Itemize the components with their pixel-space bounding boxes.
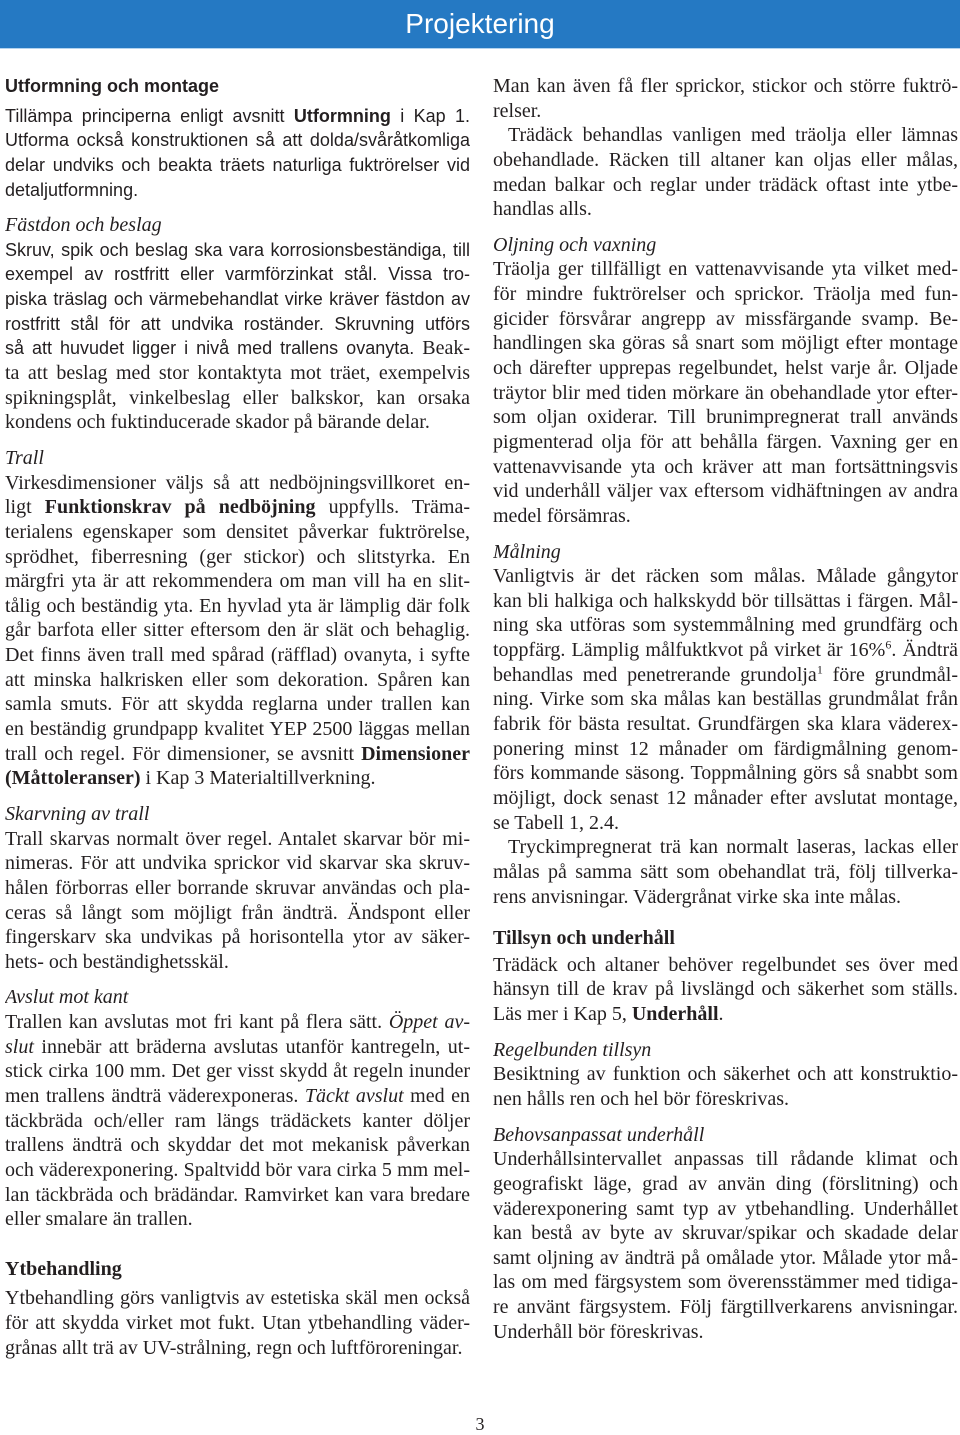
paragraph (493, 123, 958, 222)
text-span: Det finns även trall med spårad (räfflad) ovanyta, i syfte (5, 644, 470, 667)
paragraph (493, 953, 958, 1027)
paragraph (5, 238, 470, 435)
text-line (5, 520, 470, 545)
text-span: går barfota eller sitter eftersom den är slät och behaglig. (5, 619, 470, 642)
text-line (5, 1109, 470, 1134)
text-span: sprödhet, fiberresning (ger stickor) och slitstyrka. En (5, 545, 470, 568)
text-line (493, 1002, 958, 1027)
text-span: Skarvning av trall (5, 802, 150, 825)
bold-term: Funktionskrav på nedböjning (44, 496, 316, 519)
italic-term: slut (5, 1035, 34, 1058)
subheading (5, 985, 470, 1010)
italic-term: Täckt avslut (304, 1084, 404, 1107)
text-line (5, 104, 470, 129)
text-span: Träolja ger tillfälligt en vattenavvisande yta vilket med- (493, 258, 958, 281)
text-span: behandlas med penetrerande grundolja (493, 663, 817, 686)
text-span: medel försämras. (493, 504, 631, 527)
right-column (493, 74, 958, 1344)
text-span: täckbräda och/eller ram längs trädäckets kanter döljer (5, 1109, 470, 1132)
text-span: för mindre fuktrörelser och sprickor. Träolja med fun- (493, 283, 958, 306)
footnote-ref: 6 (885, 638, 892, 652)
text-span: handlas alls. (493, 198, 592, 221)
text-line (5, 471, 470, 496)
text-line (5, 1336, 470, 1361)
text-line (5, 851, 470, 876)
text-span: Fästdon och beslag (5, 214, 162, 237)
text-span: nimeras. För att undvika sprickor vid skarvar ska skruv- (5, 852, 470, 875)
text-line (493, 1172, 958, 1197)
subheading (493, 233, 958, 258)
text-line (493, 307, 958, 332)
text-line (493, 1038, 958, 1063)
text-line (5, 643, 470, 668)
text-span: Trall skarvas normalt över regel. Antalet skarvar bör mi- (5, 827, 470, 850)
text-line (5, 985, 470, 1010)
text-line (5, 742, 470, 767)
text-span: Tillsyn och underhåll (493, 927, 675, 950)
text-span: väderexponering samt typ av ytbehandling. Underhållet (493, 1197, 958, 1220)
text-line (493, 1087, 958, 1112)
text-line (493, 811, 958, 836)
left-column (5, 74, 470, 1360)
text-line (5, 618, 470, 643)
text-span: eller smalare än trallen. (5, 1208, 193, 1231)
text-line (5, 1311, 470, 1336)
text-line (493, 148, 958, 173)
text-line (493, 173, 958, 198)
text-span: så att huvudet ligger i nivå med trallens ovanyta. (5, 338, 423, 359)
text-line (493, 687, 958, 712)
text-span: se Tabell 1, 2.4. (493, 811, 619, 834)
text-span: Målning (493, 540, 561, 563)
text-span: rens anvisningar. Vädergrånat virke ska inte målas. (493, 885, 902, 908)
text-span: Underhåll bör föreskrivas. (493, 1320, 704, 1343)
text-span: ning ska utföras som systemmålning med grundfärg och (493, 614, 958, 637)
page-section-title: Projektering (405, 8, 555, 39)
subheading (5, 446, 470, 471)
text-span: toppfärg. Lämplig målfuktkvot på virket är 16% (493, 639, 886, 662)
text-span: gicider försvårar angrepp av missfärgande svamp. Be- (493, 307, 958, 330)
bold-term: Utformning och montage (5, 76, 219, 96)
text-line (5, 1183, 470, 1208)
text-span: grånas allt trä av UV-strålning, regn och luftföroreningar. (5, 1336, 463, 1359)
text-line (493, 737, 958, 762)
text-span: medan balkar och reglar under trädäck oftast inte ytbe- (493, 173, 958, 196)
paragraph (5, 1286, 470, 1360)
text-span: i Kap 1. (390, 105, 470, 126)
text-line (493, 926, 958, 951)
text-span: lan täckbräda och brädändar. Ramvirket kan vara bredare (5, 1183, 470, 1206)
text-span: en beständig grundpapp kvalitet YEP 2500 läggas mellan (5, 718, 470, 741)
text-line (5, 178, 470, 203)
text-span: pigmenterad olja för att behålla färgen. Vaxning ger en (493, 430, 958, 453)
section-heading (5, 74, 470, 99)
text-line (493, 1062, 958, 1087)
text-span: relser. (493, 99, 542, 122)
text-span: . Ändträ (891, 639, 958, 662)
text-span: vattenavvisande yta och kräver att man fortsättningsvis (493, 455, 958, 478)
text-line (493, 331, 958, 356)
text-line (5, 876, 470, 901)
text-span: vid underhåll väljer vax eftersom vidhäftningen av andra (493, 480, 958, 503)
text-span: samt oljning av ändträ på omålade ytor. Målade ytor må- (493, 1246, 958, 1269)
text-line (5, 594, 470, 619)
text-span: Underhållsintervallet anpassas till rådande klimat och (493, 1148, 958, 1171)
text-span: Trädäck behandlas vanligen med träolja eller lämnas (508, 124, 958, 147)
text-line (5, 1059, 470, 1084)
section-heading (493, 926, 958, 951)
text-span: hålen förborras eller borrande skruvar användas och pla- (5, 876, 470, 899)
text-span: med en (403, 1084, 470, 1107)
text-span: nen hålls ren och hel bör föreskrivas. (493, 1087, 790, 1110)
text-line (493, 613, 958, 638)
text-span: Vanligtvis är det räcken som målas. Målade gångytor (493, 565, 958, 588)
text-line (493, 885, 958, 910)
text-span: fingerskarv ska undvikas på horisontella ytor av säker- (5, 926, 470, 949)
text-line (493, 589, 958, 614)
text-line (493, 1123, 958, 1148)
bold-term: (Måttoleranser) (5, 767, 141, 790)
text-line (5, 446, 470, 471)
text-line (5, 153, 470, 178)
text-line (5, 925, 470, 950)
text-span: och väderexponering. Spaltvidd bör vara cirka 5 mm mel- (5, 1158, 470, 1181)
text-span: piska träslag och värmebehandlat virke kräver fästdon av (5, 289, 470, 310)
text-line (5, 1084, 470, 1109)
text-line (493, 1197, 958, 1222)
text-span: las om med färgsystem som överensstämmer med tidiga- (493, 1271, 958, 1294)
text-line (5, 287, 470, 312)
text-line (5, 668, 470, 693)
text-line (493, 977, 958, 1002)
text-span: ponering minst 12 månader om färdigmålning genom- (493, 737, 958, 760)
text-span: Tillämpa principerna enligt avsnitt (5, 105, 294, 126)
text-line (5, 262, 470, 287)
text-line (493, 1221, 958, 1246)
subheading (5, 213, 470, 238)
text-line (5, 1035, 470, 1060)
text-span: uppfylls. Träma- (315, 496, 470, 519)
italic-term: Öppet av- (388, 1011, 470, 1034)
paragraph (5, 104, 470, 203)
text-line (493, 282, 958, 307)
text-line (5, 569, 470, 594)
text-line (5, 128, 470, 153)
text-line (5, 802, 470, 827)
bold-term: Dimensioner (361, 742, 470, 765)
text-line (5, 717, 470, 742)
text-span: Besiktning av funktion och säkerhet och att konstruktio- (493, 1063, 958, 1086)
text-line (493, 430, 958, 455)
text-line (493, 1270, 958, 1295)
text-line (493, 356, 958, 381)
text-span: Beak- (422, 337, 470, 360)
paragraph (493, 1062, 958, 1111)
text-line (493, 835, 958, 860)
text-line (5, 1286, 470, 1311)
text-span: geografiskt läge, grad av använ ding (förslitning) och (493, 1172, 958, 1195)
text-line (493, 860, 958, 885)
text-span: för att skydda virket mot fukt. Utan ytbehandling väder- (5, 1312, 470, 1335)
text-line (493, 1320, 958, 1345)
text-span: . (718, 1003, 724, 1026)
text-span: Regelbunden tillsyn (493, 1038, 652, 1061)
text-span: att minska halkrisken eller som dekoration. Spåren kan (5, 668, 470, 691)
text-span: delar undviks och beakta träets naturliga fuktrörelser vid (5, 154, 470, 175)
text-line (493, 638, 958, 663)
text-line (5, 238, 470, 263)
text-span: Skruv, spik och beslag ska vara korrosionsbeständiga, till (5, 239, 470, 260)
text-line (493, 74, 958, 99)
footnote-ref: 1 (816, 662, 823, 677)
subheading (493, 540, 958, 565)
subheading (493, 1123, 958, 1148)
bold-term: Utformning (293, 105, 391, 126)
text-line (493, 257, 958, 282)
text-span: möjligt, dock senast 12 månader efter avslutat montage, (493, 786, 958, 809)
text-line (493, 405, 958, 430)
text-line (493, 123, 958, 148)
text-span: ta att beslag med stor kontaktyta mot träet, exempelvis (5, 362, 470, 385)
text-line (493, 953, 958, 978)
text-span: ning. Virke som ska målas kan beställas grundmålat från (493, 688, 958, 711)
text-line (493, 99, 958, 124)
paragraph (493, 74, 958, 123)
text-line (493, 564, 958, 589)
text-span: men trallens ändträ väderexponeras. (5, 1084, 305, 1107)
text-span: re använt färgsystem. Följ färgtillverkarens anvisningar. (493, 1296, 958, 1319)
text-line (5, 1010, 470, 1035)
text-span: Oljning och vaxning (493, 233, 657, 256)
text-line (5, 1158, 470, 1183)
text-line (493, 197, 958, 222)
text-span: stick cirka 100 mm. Det ger visst skydd åt regeln inunder (5, 1060, 470, 1083)
text-span: målas på samma sätt som obehandlat trä, följ tillverka- (493, 860, 958, 883)
text-line (493, 1295, 958, 1320)
text-span: trallens ändträ och skyddar det mot mekanisk påverkan (5, 1134, 470, 1157)
text-span: i Kap 3 Materialtillverkning. (140, 767, 376, 790)
text-span: tålig och beständig yta. En hyvlad yta är lämplig där folk (5, 594, 470, 617)
text-line (493, 712, 958, 737)
text-line (493, 1147, 958, 1172)
text-line (5, 410, 470, 435)
paragraph (5, 471, 470, 791)
text-line (5, 766, 470, 791)
page-header-bar (0, 0, 960, 49)
text-span: före grundmål- (822, 663, 958, 686)
text-span: handlingen ska göras så snart som möjligt efter montage (493, 332, 958, 355)
text-span: Behovsanpassat underhåll (493, 1123, 705, 1146)
text-line (5, 1207, 470, 1232)
text-line (493, 479, 958, 504)
text-span: och därefter upprepas regelbundet, helst varje år. Oljade (493, 357, 958, 380)
bold-term: Underhåll (631, 1003, 719, 1026)
text-line (5, 827, 470, 852)
text-span: spikningsplåt, vinkelbeslag eller balkskor, kan orsaka (5, 386, 470, 409)
text-span: Tryckimpregnerat trä kan normalt laseras, lackas eller (508, 836, 958, 859)
text-span: kondens och fuktinducerade skador på bärande delar. (5, 411, 430, 434)
text-span: samla smuts. För att skydda reglarna under trallen kan (5, 693, 470, 716)
text-span: träytor blir med tiden mörkare än obehandlade ytor efter- (493, 381, 958, 404)
text-span: obehandlade. Räcken till altaner kan oljas eller målas, (493, 148, 958, 171)
subheading (5, 802, 470, 827)
text-span: Utforma också konstruktionen så att dolda/svåråtkomliga (5, 130, 470, 151)
text-span: hänsyn till de krav på livslängd och säkerhet som ställs. (493, 978, 958, 1001)
text-line (493, 455, 958, 480)
paragraph (493, 564, 958, 835)
text-line (493, 504, 958, 529)
text-line (5, 312, 470, 337)
text-line (5, 74, 470, 99)
section-heading (5, 1257, 470, 1282)
text-span: ceras så långt som möjligt från ändträ. Ändspont eller (5, 901, 470, 924)
subheading (493, 1038, 958, 1063)
text-line (5, 950, 470, 975)
page-number: 3 (475, 1414, 485, 1434)
paragraph (493, 835, 958, 909)
text-span: detaljutformning. (5, 179, 139, 200)
text-line (493, 540, 958, 565)
text-line (5, 545, 470, 570)
text-line (493, 761, 958, 786)
text-span: Virkesdimensioner väljs så att nedböjningsvillkoret en- (5, 471, 470, 494)
text-span: Trallen kan avslutas mot fri kant på flera sätt. (5, 1011, 389, 1034)
text-span: ligt (5, 496, 45, 519)
text-line (493, 663, 958, 688)
paragraph (5, 1010, 470, 1232)
text-span: rostfritt stål för att undvika roständer. Skruvning utförs (5, 313, 470, 334)
text-span: hets- och beständighetsskäl. (5, 950, 229, 973)
text-span: som oljan oxiderar. Till brunimpregnerat trall används (493, 406, 958, 429)
text-line (5, 901, 470, 926)
text-line (5, 213, 470, 238)
text-line (5, 386, 470, 411)
text-line (5, 336, 470, 361)
text-line (493, 786, 958, 811)
text-span: förs kommande säsong. Toppmålning görs så snabbt som (493, 762, 958, 785)
text-line (5, 495, 470, 520)
paragraph (493, 257, 958, 528)
text-span: Ytbehandling görs vanligtvis av estetiska skäl men också (5, 1287, 470, 1310)
text-span: Avslut mot kant (5, 986, 129, 1009)
text-span: innebär att bräderna avslutas utanför kantregeln, ut- (33, 1035, 470, 1058)
text-line (5, 692, 470, 717)
text-span: terialens egenskaper som densitet påverkar fuktrörelse, (5, 520, 470, 543)
text-span: trall och regel. För dimensioner, se avsnitt (5, 742, 362, 765)
text-line (5, 361, 470, 386)
paragraph (493, 1147, 958, 1344)
text-span: kan bestå av byte av skruvar/spikar och skadade delar (493, 1222, 958, 1245)
text-line (493, 381, 958, 406)
text-line (5, 1257, 470, 1282)
paragraph (5, 827, 470, 975)
text-span: Trädäck och altaner behöver regelbundet ses över med (493, 953, 958, 976)
text-line (5, 1133, 470, 1158)
text-span: exempel av rostfritt eller varmförzinkat stål. Vissa tro- (5, 264, 470, 285)
text-span: Ytbehandling (5, 1257, 122, 1280)
text-span: Trall (5, 446, 44, 469)
text-line (493, 233, 958, 258)
text-line (493, 1246, 958, 1271)
text-span: märgfri yta är att rekommendera om man vill ha en slit- (5, 570, 470, 593)
text-span: Man kan även få fler sprickor, stickor och större fuktrö- (493, 75, 958, 97)
text-span: kan bli halkiga och halkskydd bör tillsättas i färgen. Mål- (493, 589, 958, 612)
text-span: Läs mer i Kap 5, (493, 1003, 632, 1026)
text-span: fabrik för bästa resultat. Grundfärgen ska klara väderex- (493, 713, 958, 736)
